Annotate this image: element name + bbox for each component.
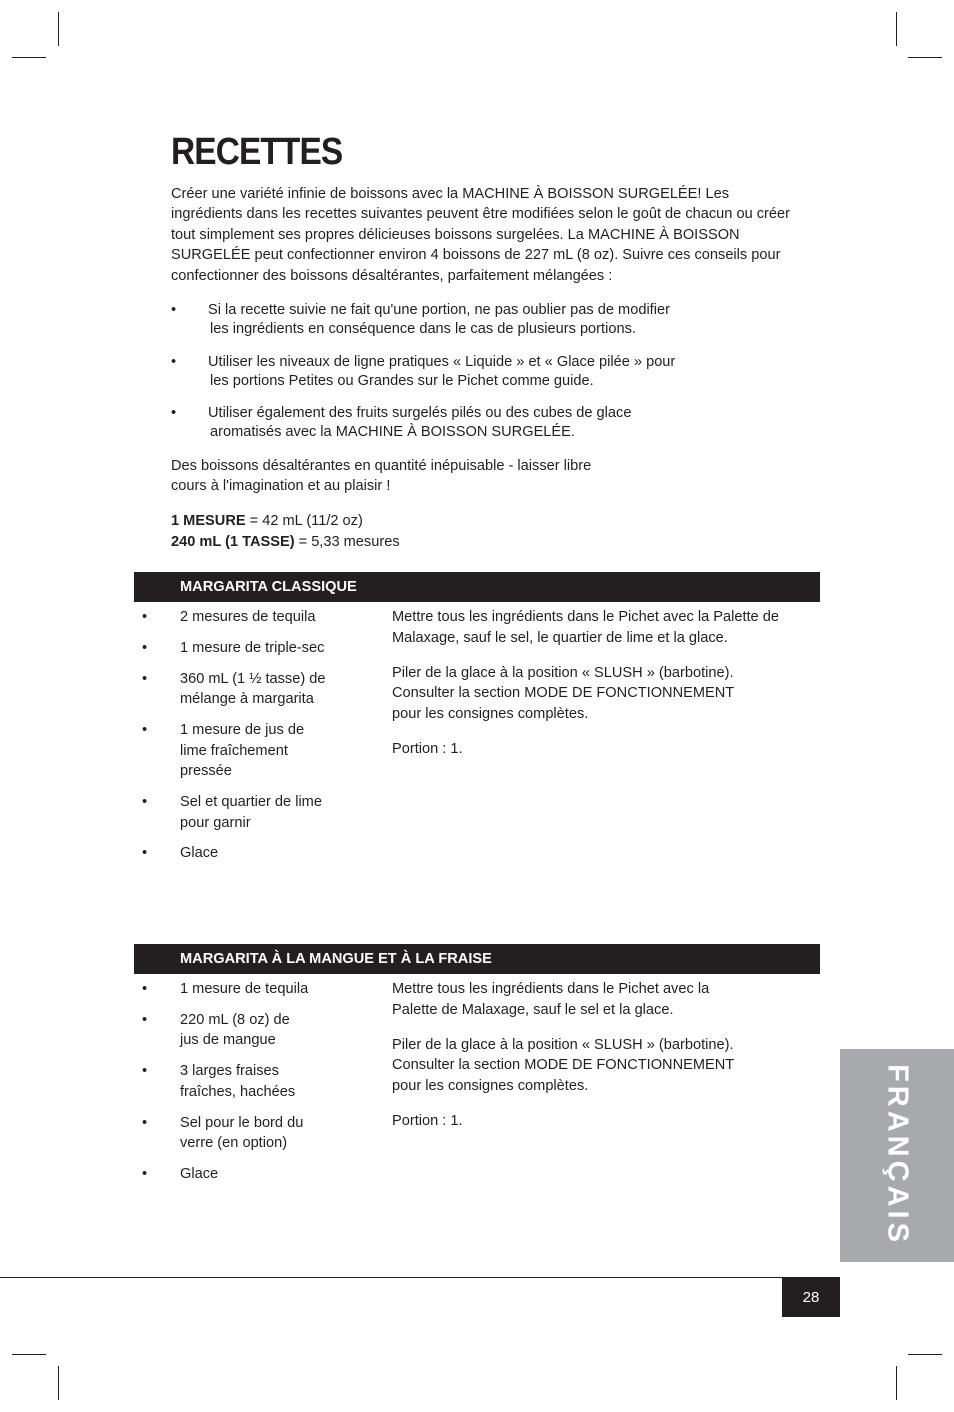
ingredient-item [134,843,354,864]
crop-mark [908,1354,942,1355]
intro-paragraph: Créer une variété infinie de boissons avec la MACHINE À BOISSON SURGELÉE! Les ingrédients dans les recettes suivantes peuvent être modifiées selon le goût de chacun ou créer tout simplement ses propres délicieuses boissons surgelées. La MACHINE À BOISSON SURGELÉE peut confectionner environ 4 boissons de 227 mL (8 oz). Suivre ces conseils pour confectionner des boissons désaltérantes, parfaitement mélangées : [171,186,790,284]
tip-line: Utiliser également des fruits surgelés pilés ou des cubes de glace [208,405,632,421]
crop-mark [896,1366,897,1400]
method-step: Piler de la glace à la position « SLUSH » (barbotine). Consulter la section MODE DE FONCTIONNEMENT pour les consignes complètes. [392,1036,734,1094]
ingredient-text: 1 mesure de jus de lime fraîchement pressée [180,721,305,780]
method-block [392,979,792,1146]
bullet: • [142,1114,148,1131]
method-block [392,607,792,774]
bullet: • [142,845,148,862]
ingredient-item [134,979,354,1000]
ingredient-text: 2 mesures de tequila [180,609,316,625]
page-number: 28 [782,1278,840,1317]
method-step: Mettre tous les ingrédients dans le Pichet avec la Palette de Malaxage, sauf le sel et la glace. [392,981,710,1018]
ingredient-text: Glace [180,1165,219,1182]
ingredient-text: 3 larges fraises fraîches, hachées [180,1063,296,1100]
method-step: Portion : 1. [392,740,463,757]
ingredient-text: 1 mesure de triple-sec [180,639,325,656]
recipe-title: MARGARITA CLASSIQUE [180,579,357,595]
measure-label: 240 mL (1 TASSE) [171,534,295,550]
ingredient-text: Sel pour le bord du verre (en option) [180,1114,304,1152]
recipe-header [134,944,820,974]
ingredient-item [134,792,330,833]
ingredient-item [134,1164,354,1185]
ingredient-text: 1 mesure de tequila [180,981,309,997]
method-step: Piler de la glace à la position « SLUSH » (barbotine). Consulter la section MODE DE FONCTIONNEMENT pour les consignes complètes. [392,664,734,722]
bullet: • [142,1011,148,1028]
bullet: • [142,721,148,738]
crop-mark [908,57,942,58]
ingredient-item [134,607,354,628]
bullet: • [171,302,177,318]
list-item [171,301,771,338]
crop-mark [58,1366,59,1400]
bullet: • [142,981,148,997]
measure-value: = 42 mL (11/2 oz) [245,513,363,529]
ingredients-list [134,607,354,874]
tip-line: aromatisés avec la MACHINE À BOISSON SURGELÉE. [210,423,575,440]
ingredient-item [134,1113,330,1154]
crop-mark [58,12,59,46]
ingredients-list [134,979,354,1195]
tip-line: Si la recette suivie ne fait qu'une portion, ne pas oublier pas de modifier [208,302,670,318]
method-step: Mettre tous les ingrédients dans le Pichet avec la Palette de Malaxage, sauf le sel, le quartier de lime et la glace. [392,609,779,646]
tips-list [171,301,771,455]
list-item [171,353,771,390]
tip-line: les portions Petites ou Grandes sur le Pichet comme guide. [210,372,594,389]
crop-mark [12,1354,46,1355]
ingredient-item [134,638,354,659]
measure-label: 1 MESURE [171,513,246,529]
measures-block [171,511,400,553]
bullet: • [142,1165,148,1182]
ingredient-text: Glace [180,845,219,862]
crop-mark [896,12,897,46]
ingredient-text: 360 mL (1 ½ tasse) de mélange à margarita [180,670,326,708]
outro-paragraph: Des boissons désaltérantes en quantité inépuisable - laisser libre cours à l'imagination et au plaisir ! [171,458,592,495]
bullet: • [142,793,148,810]
ingredient-text: Sel et quartier de lime pour garnir [180,793,322,831]
ingredient-item [134,720,330,782]
list-item [171,404,771,441]
recipe-title: MARGARITA À LA MANGUE ET À LA FRAISE [180,951,492,967]
bullet: • [171,354,177,370]
tip-line: Utiliser les niveaux de ligne pratiques « Liquide » et « Glace pilée » pour [208,354,676,370]
bullet: • [142,639,148,656]
tip-line: les ingrédients en conséquence dans le cas de plusieurs portions. [210,320,636,337]
method-step: Portion : 1. [392,1112,463,1129]
measure-value: = 5,33 mesures [294,534,400,550]
ingredient-item [134,1010,310,1051]
recipe-header [134,572,820,602]
bullet: • [142,670,148,687]
language-tab [840,1049,954,1262]
footer-rule [0,1277,840,1278]
ingredient-text: 220 mL (8 oz) de jus de mangue [180,1011,290,1049]
language-label: FRANÇAIS [881,1064,914,1246]
page-title: RECETTES [171,131,343,173]
ingredient-item [134,1061,315,1102]
bullet: • [171,405,177,421]
crop-mark [12,57,46,58]
bullet: • [142,1063,148,1080]
bullet: • [142,609,148,625]
ingredient-item [134,669,340,710]
